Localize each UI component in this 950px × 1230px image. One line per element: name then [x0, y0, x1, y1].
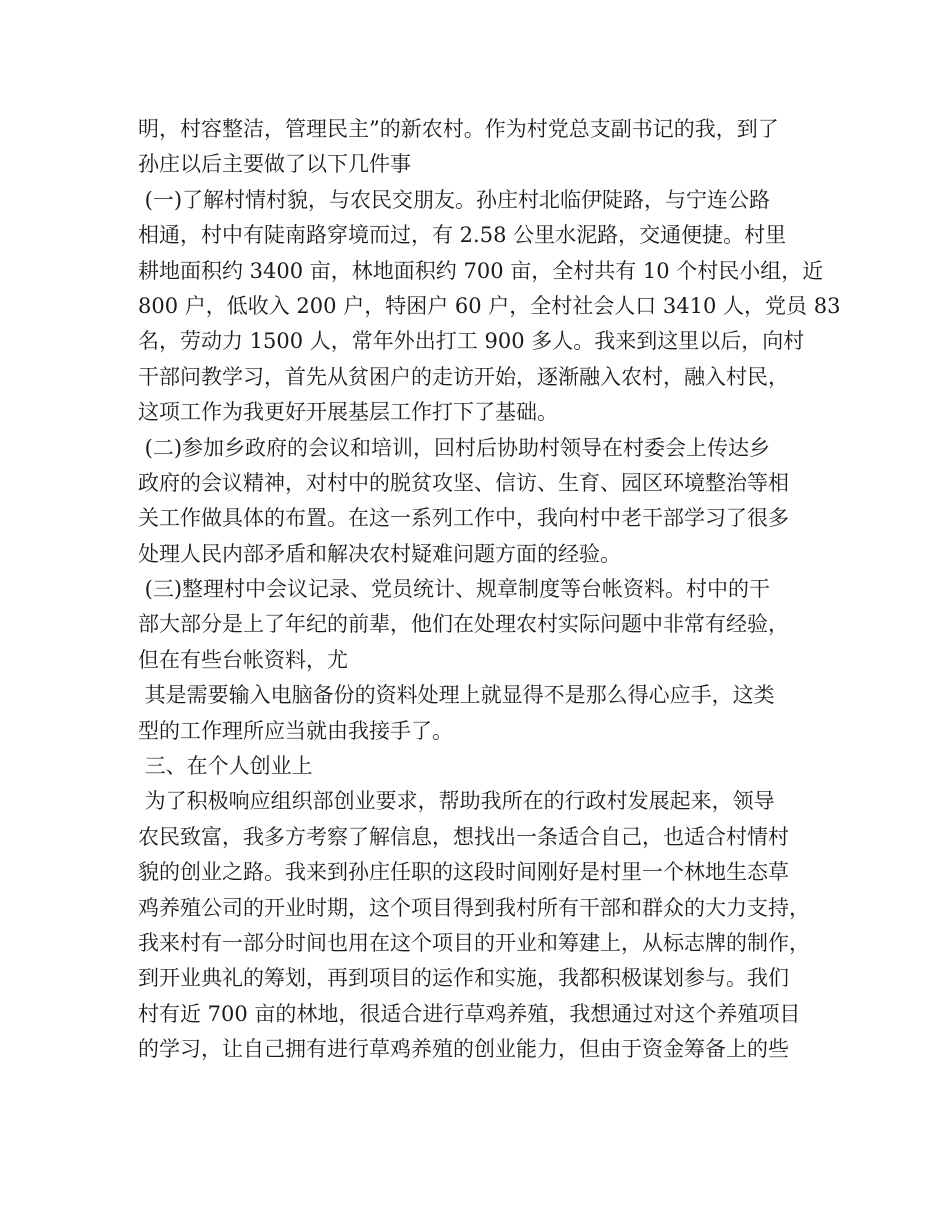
- text-line: 其是需要输入电脑备份的资料处理上就显得不是那么得心应手，这类: [138, 683, 775, 708]
- text-line: 但在有些台帐资料，尤: [138, 647, 348, 672]
- text-line: 到开业典礼的筹划，再到项目的运作和实施，我都积极谋划参与。我们: [138, 966, 789, 991]
- text-line: 我来村有一部分时间也用在这个项目的开业和筹建上，从标志牌的制作，: [138, 930, 810, 955]
- text-line: 政府的会议精神，对村中的脱贫攻坚、信访、生育、园区环境整治等相: [138, 470, 789, 495]
- text-line: 型的工作理所应当就由我接手了。: [138, 718, 453, 743]
- text-line: 孙庄以后主要做了以下几件事: [138, 152, 411, 177]
- text-line: 相通，村中有陡南路穿境而过，有 2.58 公里水泥路，交通便捷。村里: [138, 223, 787, 248]
- text-line: 为了积极响应组织部创业要求，帮助我所在的行政村发展起来，领导: [138, 789, 775, 814]
- text-line: 800 户，低收入 200 户，特困户 60 户，全村社会人口 3410 人，党员 83: [138, 293, 841, 318]
- text-line: 的学习，让自己拥有进行草鸡养殖的创业能力，但由于资金筹备上的些: [138, 1037, 789, 1062]
- text-line: (一)了解村情村貌，与农民交朋友。孙庄村北临伊陡路，与宁连公路: [138, 187, 771, 212]
- text-line: 部大部分是上了年纪的前辈，他们在处理农村实际问题中非常有经验，: [138, 612, 789, 637]
- text-line: 关工作做具体的布置。在这一系列工作中，我向村中老干部学习了很多: [138, 506, 789, 531]
- text-line: 耕地面积约 3400 亩，林地面积约 700 亩，全村共有 10 个村民小组，近: [138, 258, 824, 283]
- text-line: 村有近 700 亩的林地，很适合进行草鸡养殖，我想通过对这个养殖项目: [138, 1001, 801, 1026]
- text-line: 貌的创业之路。我来到孙庄任职的这段时间刚好是村里一个林地生态草: [138, 860, 789, 885]
- text-line: 农民致富，我多方考察了解信息，想找出一条适合自己，也适合村情村: [138, 824, 789, 849]
- text-line: 鸡养殖公司的开业时期，这个项目得到我村所有干部和群众的大力支持，: [138, 895, 810, 920]
- text-line: 处理人民内部矛盾和解决农村疑难问题方面的经验。: [138, 541, 621, 566]
- text-line: (三)整理村中会议记录、党员统计、规章制度等台帐资料。村中的干: [138, 577, 771, 602]
- document-body: [138, 112, 841, 1068]
- text-line: (二)参加乡政府的会议和培训，回村后协助村领导在村委会上传达乡: [138, 435, 771, 460]
- section-heading: 三、在个人创业上: [138, 754, 313, 779]
- text-line: 这项工作为我更好开展基层工作打下了基础。: [138, 400, 558, 425]
- text-line: 明，村容整洁，管理民主”的新农村。作为村党总支副书记的我，到了: [138, 117, 779, 141]
- text-line: 名，劳动力 1500 人，常年外出打工 900 多人。我来到这里以后，向村: [138, 329, 805, 354]
- text-line: 干部问教学习，首先从贫困户的走访开始，逐渐融入农村，融入村民，: [138, 364, 789, 389]
